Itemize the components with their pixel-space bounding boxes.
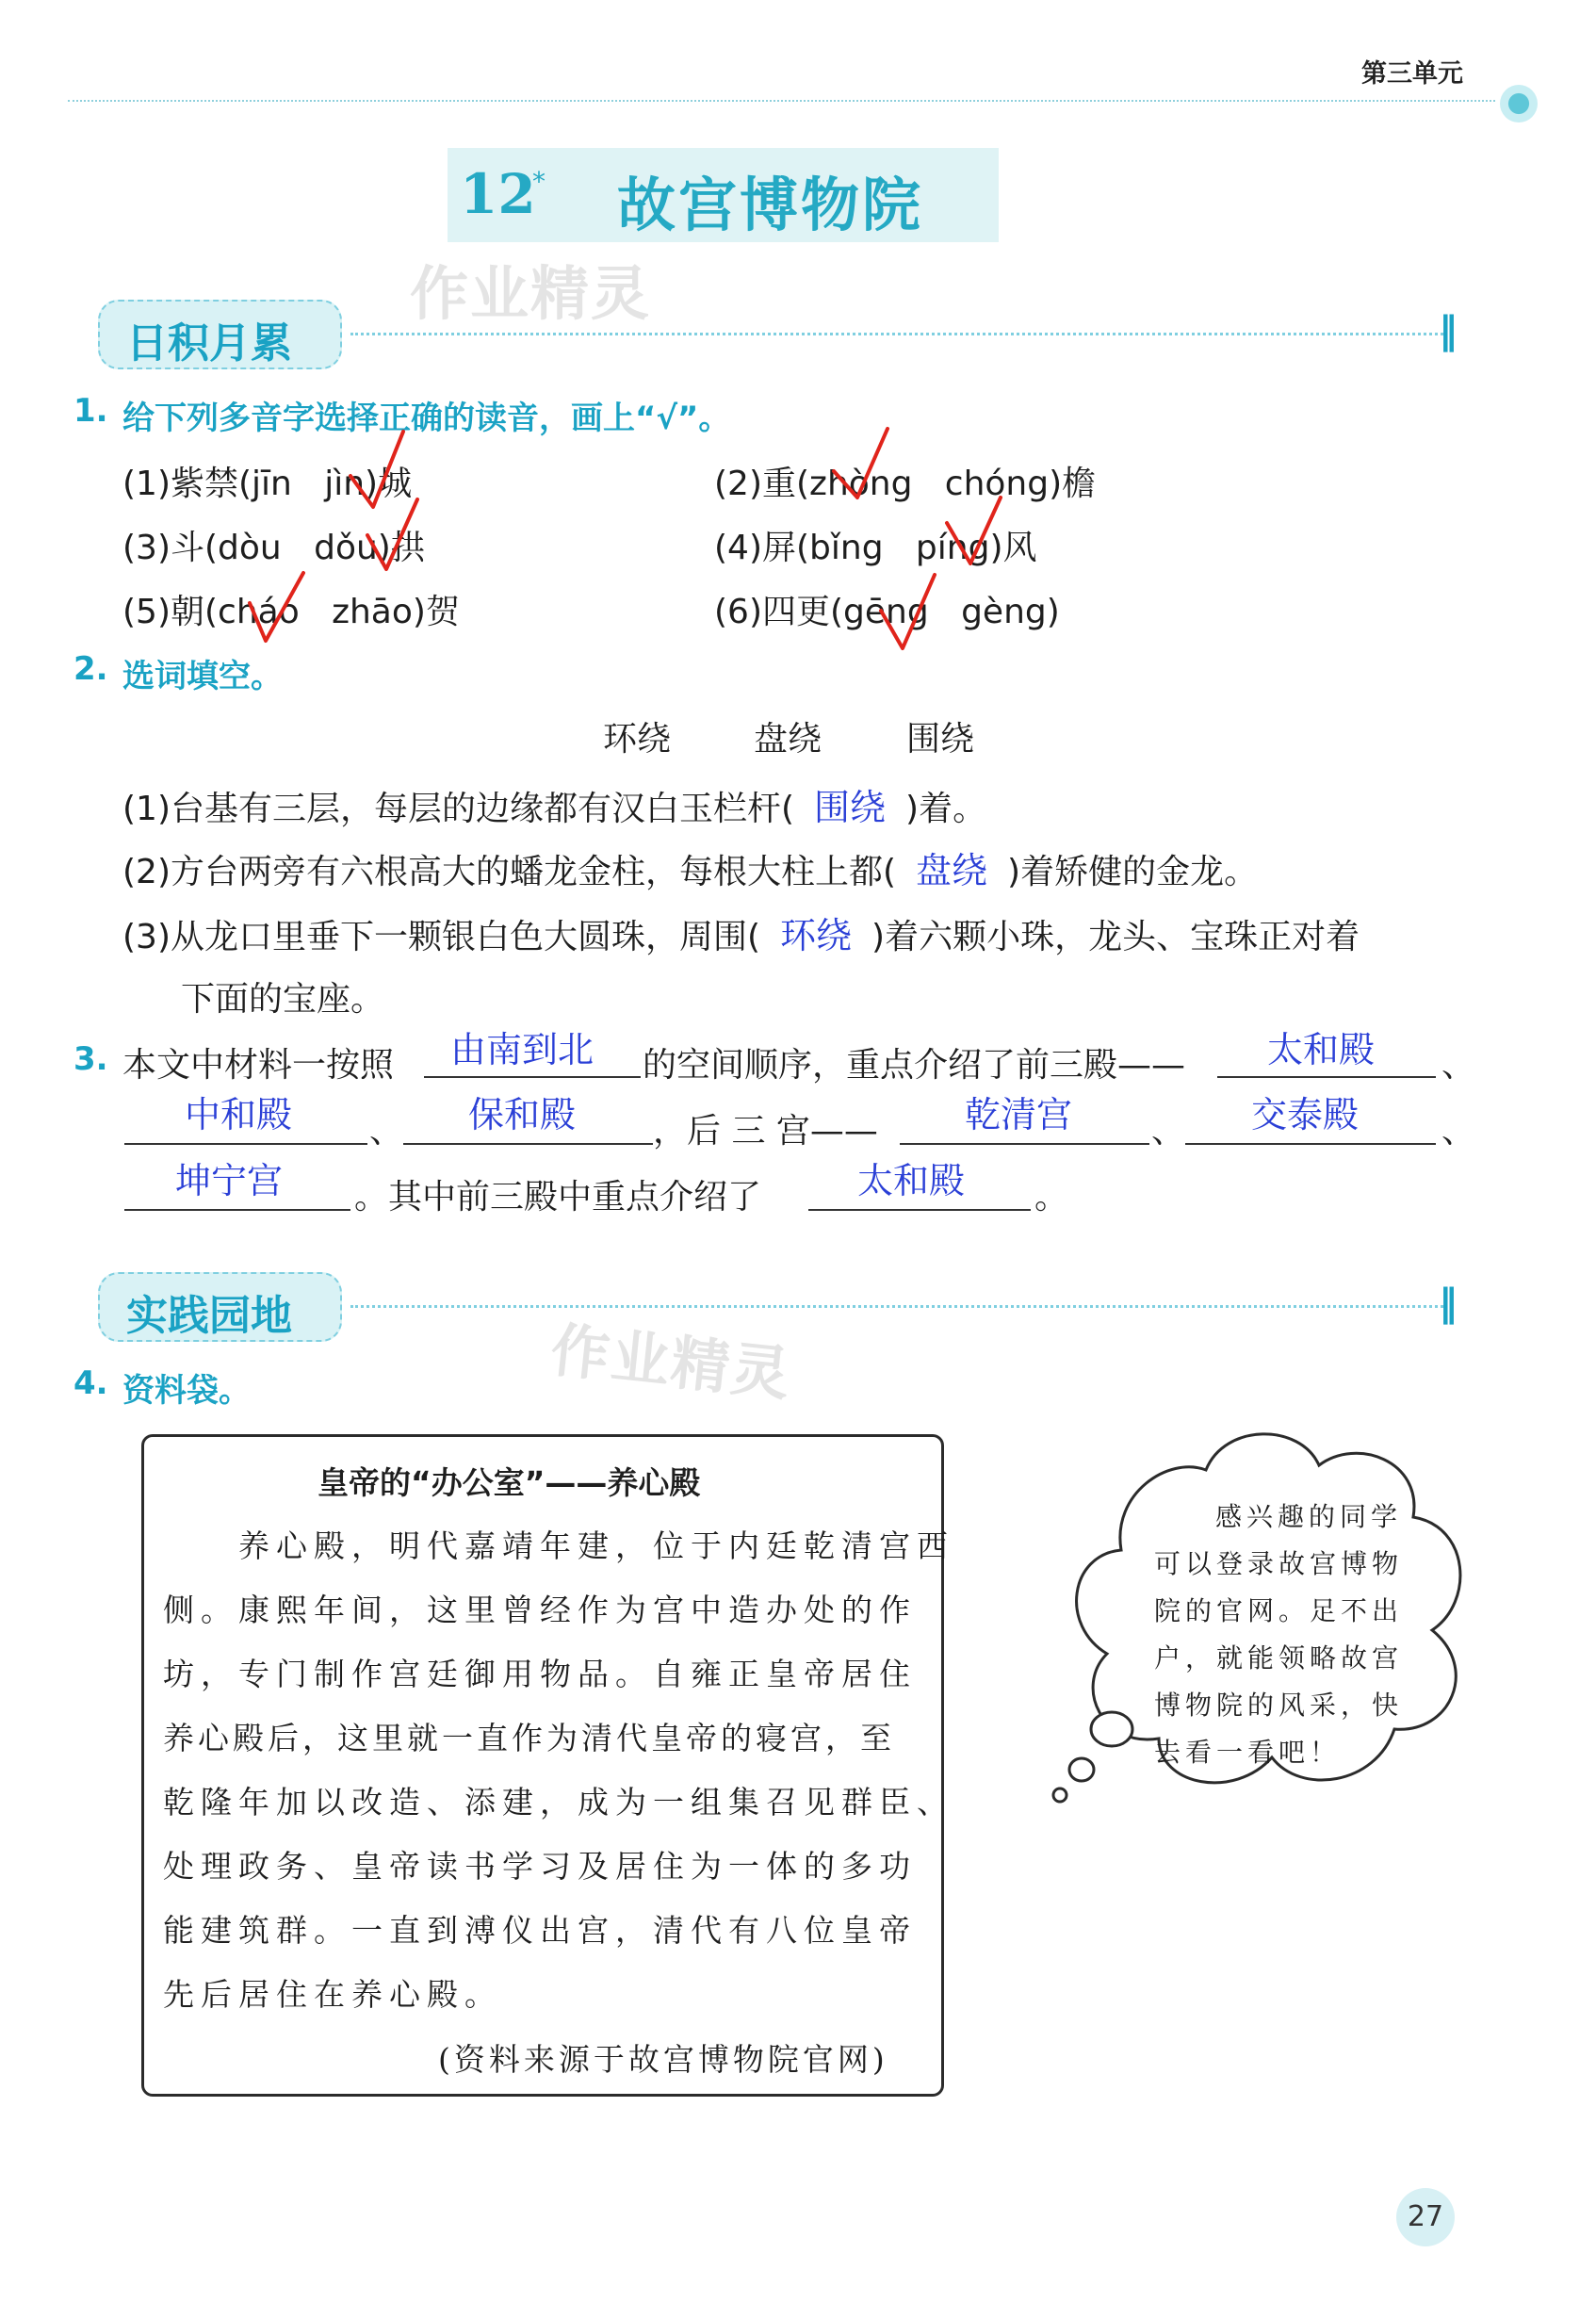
q3-blank bbox=[900, 1143, 1149, 1145]
q3-text: ，后 三 宫—— bbox=[653, 1112, 878, 1151]
info-source: (资料来源于故宫博物院官网) bbox=[438, 2041, 888, 2078]
q3-text: 。 bbox=[1034, 1178, 1069, 1217]
q2-sentence-2: (2)方台两旁有六根高大的蟠龙金柱，每根大柱上都( 盘绕 )着矫健的金龙。 bbox=[122, 841, 1258, 893]
q3-answer: 太和殿 bbox=[857, 1160, 966, 1201]
q3-answer: 乾清宫 bbox=[965, 1094, 1073, 1135]
q3-text: 、 bbox=[1441, 1046, 1476, 1085]
q2-sentence-3: (3)从龙口里垂下一颗银白色大圆珠，周围( 环绕 )着六颗小珠，龙头、宝珠正对着 bbox=[122, 906, 1360, 958]
cloud-line: 可以登录故宫博物 bbox=[1154, 1548, 1404, 1579]
section-end-mark: ‖ bbox=[1439, 309, 1458, 352]
info-line: 能建筑群。一直到溥仪出宫，清代有八位皇帝 bbox=[163, 1912, 917, 1949]
word-option: 围绕 bbox=[906, 720, 975, 759]
q2-answer-2: 盘绕 bbox=[916, 850, 988, 891]
section-practice bbox=[98, 1272, 342, 1342]
q3-blank bbox=[403, 1143, 653, 1145]
q4-prompt: 资料袋。 bbox=[122, 1372, 251, 1410]
q1-item: (5)朝(cháo zhāo)贺 bbox=[122, 593, 460, 631]
check-mark-icon bbox=[881, 575, 935, 648]
check-mark-icon bbox=[250, 573, 303, 641]
info-line: 养心殿后，这里就一直作为清代皇帝的寝宫，至 bbox=[163, 1720, 895, 1756]
lesson-title: 故宫博物院 bbox=[617, 171, 924, 239]
q3-blank bbox=[808, 1209, 1031, 1211]
info-box-title: 皇帝的“办公室”——养心殿 bbox=[318, 1464, 701, 1501]
word-option: 盘绕 bbox=[754, 720, 822, 759]
info-line: 坊，专门制作宫廷御用物品。自雍正皇帝居住 bbox=[163, 1656, 917, 1692]
unit-label: 第三单元 bbox=[1361, 59, 1463, 89]
check-mark-icon bbox=[350, 432, 403, 507]
page-number: 27 bbox=[1396, 2188, 1455, 2246]
q3-blank bbox=[124, 1143, 367, 1145]
q2-answer-1: 围绕 bbox=[814, 787, 887, 828]
q1-item: (1)紫禁(jīn jìn)城 bbox=[122, 465, 413, 503]
cloud-line: 院的官网。足不出 bbox=[1154, 1595, 1404, 1626]
q3-text: 、 bbox=[1151, 1112, 1186, 1151]
check-mark-icon bbox=[834, 429, 888, 498]
q3-text: 。其中前三殿中重点介绍了 bbox=[354, 1178, 762, 1217]
section-end-mark: ‖ bbox=[1439, 1282, 1458, 1325]
section-title: 日积月累 bbox=[126, 319, 292, 367]
info-line: 先后居住在养心殿。 bbox=[163, 1976, 502, 2013]
q1-prompt: 给下列多音字选择正确的读音，画上“√”。 bbox=[122, 400, 731, 437]
q2-sentence-1: (1)台基有三层，每层的边缘都有汉白玉栏杆( 围绕 )着。 bbox=[122, 778, 986, 830]
q3-answer: 保和殿 bbox=[468, 1094, 577, 1135]
section-divider bbox=[350, 1305, 1443, 1308]
q1-item: (4)屏(bǐng píng)风 bbox=[714, 529, 1037, 567]
info-line: 乾隆年加以改造、添建，成为一组集召见群臣、 bbox=[163, 1784, 954, 1821]
cloud-line: 博物院的风采，快 bbox=[1154, 1690, 1404, 1721]
cloud-line: 感兴趣的同学 bbox=[1215, 1501, 1403, 1532]
word-option: 环绕 bbox=[603, 720, 672, 759]
q2-prompt: 选词填空。 bbox=[122, 658, 283, 695]
q3-answer: 交泰殿 bbox=[1251, 1094, 1360, 1135]
q3-blank bbox=[1185, 1143, 1436, 1145]
q3-number: 3. bbox=[73, 1040, 108, 1078]
watermark: 作业精灵 bbox=[547, 1315, 795, 1410]
q2-answer-3: 环绕 bbox=[780, 915, 853, 956]
q3-blank bbox=[1217, 1076, 1436, 1078]
thought-cloud-icon bbox=[1036, 1413, 1489, 1856]
check-mark-icon bbox=[367, 499, 417, 569]
q4-number: 4. bbox=[73, 1364, 108, 1402]
q3-answer: 由南到北 bbox=[450, 1029, 594, 1070]
q3-text: 、 bbox=[369, 1112, 404, 1151]
q3-text: 的空间顺序，重点介绍了前三殿—— bbox=[643, 1046, 1186, 1085]
q3-blank bbox=[124, 1209, 350, 1211]
lesson-star: * bbox=[532, 166, 546, 197]
q3-answer: 中和殿 bbox=[185, 1094, 293, 1135]
cloud-line: 去看一看吧！ bbox=[1154, 1737, 1342, 1768]
q1-item: (2)重(zhòng chóng)檐 bbox=[714, 465, 1097, 503]
info-line: 侧。康熙年间，这里曾经作为宫中造办处的作 bbox=[163, 1592, 917, 1628]
q1-item: (3)斗(dòu dǒu)拱 bbox=[122, 529, 425, 567]
section-title: 实践园地 bbox=[126, 1292, 292, 1340]
q3-answer: 坤宁宫 bbox=[175, 1160, 284, 1201]
q1-number: 1. bbox=[73, 392, 108, 430]
check-mark-icon bbox=[947, 498, 1001, 563]
q1-item: (6)四更(gēng gèng) bbox=[714, 593, 1060, 631]
info-line: 处理政务、皇帝读书学习及居住为一体的多功 bbox=[163, 1848, 917, 1885]
q2-number: 2. bbox=[73, 650, 108, 688]
q3-text: 本文中材料一按照 bbox=[122, 1046, 395, 1085]
watermark: 作业精灵 bbox=[410, 259, 652, 328]
cloud-line: 户，就能领略故宫 bbox=[1154, 1642, 1404, 1674]
info-line: 养心殿，明代嘉靖年建，位于内廷乾清宫西 bbox=[238, 1527, 954, 1564]
q2-sentence-3-cont: 下面的宝座。 bbox=[181, 980, 385, 1019]
q3-answer: 太和殿 bbox=[1267, 1029, 1376, 1070]
lesson-number: 12 bbox=[460, 162, 536, 226]
q3-blank bbox=[424, 1076, 641, 1078]
check-marks bbox=[0, 0, 1596, 716]
q3-text: 、 bbox=[1441, 1112, 1476, 1151]
